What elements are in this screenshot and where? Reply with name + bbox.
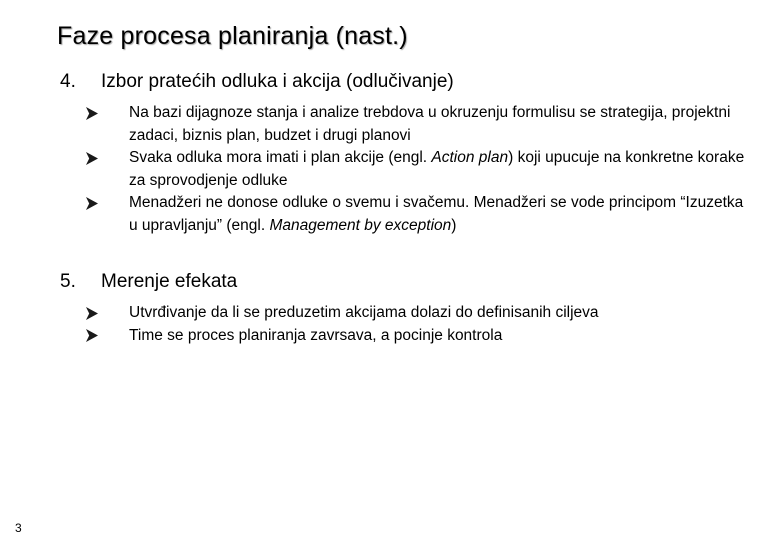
page-number: 3	[15, 521, 22, 535]
bullet-text-italic: Action plan	[431, 149, 509, 166]
section-title: Merenje efekata	[101, 271, 238, 292]
slide-title: Faze procesa planiranja (nast.)	[57, 22, 408, 50]
bullet-text	[129, 192, 750, 237]
bullet-text	[129, 302, 750, 325]
bullet-text-part: Menadžeri ne donose odluke o svemu i svačemu. Menadžeri se vode principom “Izuzetka u upravljanju” (engl.	[129, 194, 744, 234]
section-title: Izbor pratećih odluka i akcija (odlučivanje)	[101, 71, 454, 92]
arrow-bullet-icon	[86, 192, 129, 215]
bullet-text-italic: Management by exception	[269, 216, 452, 234]
section-5	[60, 270, 750, 347]
arrow-bullet-icon	[86, 147, 129, 170]
bullet-text	[129, 102, 750, 147]
bullet-item	[86, 302, 750, 325]
bullet-item	[86, 147, 750, 192]
bullet-text-part: Na bazi dijagnoze stanja i analize trebdova u okruzenju formulisu se strategija, projektni zadaci, biznis plan, budzet i drugi planovi	[129, 104, 731, 144]
section-number: 5.	[60, 271, 76, 292]
bullet-text-part: Time se proces planiranja zavrsava, a pocinje kontrola	[129, 326, 503, 344]
section-number: 4.	[60, 71, 76, 92]
bullet-text-part: Svaka odluka mora imati i plan akcije (engl.	[129, 149, 432, 166]
section-heading	[60, 70, 750, 94]
bullet-list	[60, 102, 750, 237]
bullet-text-part: Utvrđivanje da li se preduzetim akcijama dolazi do definisanih ciljeva	[129, 304, 599, 321]
bullet-text	[129, 147, 750, 192]
bullet-text-part: )	[451, 216, 457, 234]
arrow-bullet-icon	[86, 302, 129, 325]
bullet-text	[129, 325, 750, 348]
bullet-item	[86, 325, 750, 348]
section-4	[60, 70, 750, 237]
bullet-text-part: ) koji upucuje na konkretne korake za sprovodjenje odluke	[129, 149, 745, 189]
section-heading	[60, 270, 750, 294]
bullet-item	[86, 102, 750, 147]
bullet-list	[60, 302, 750, 347]
bullet-item	[86, 192, 750, 237]
arrow-bullet-icon	[86, 102, 129, 125]
arrow-bullet-icon	[86, 325, 129, 348]
